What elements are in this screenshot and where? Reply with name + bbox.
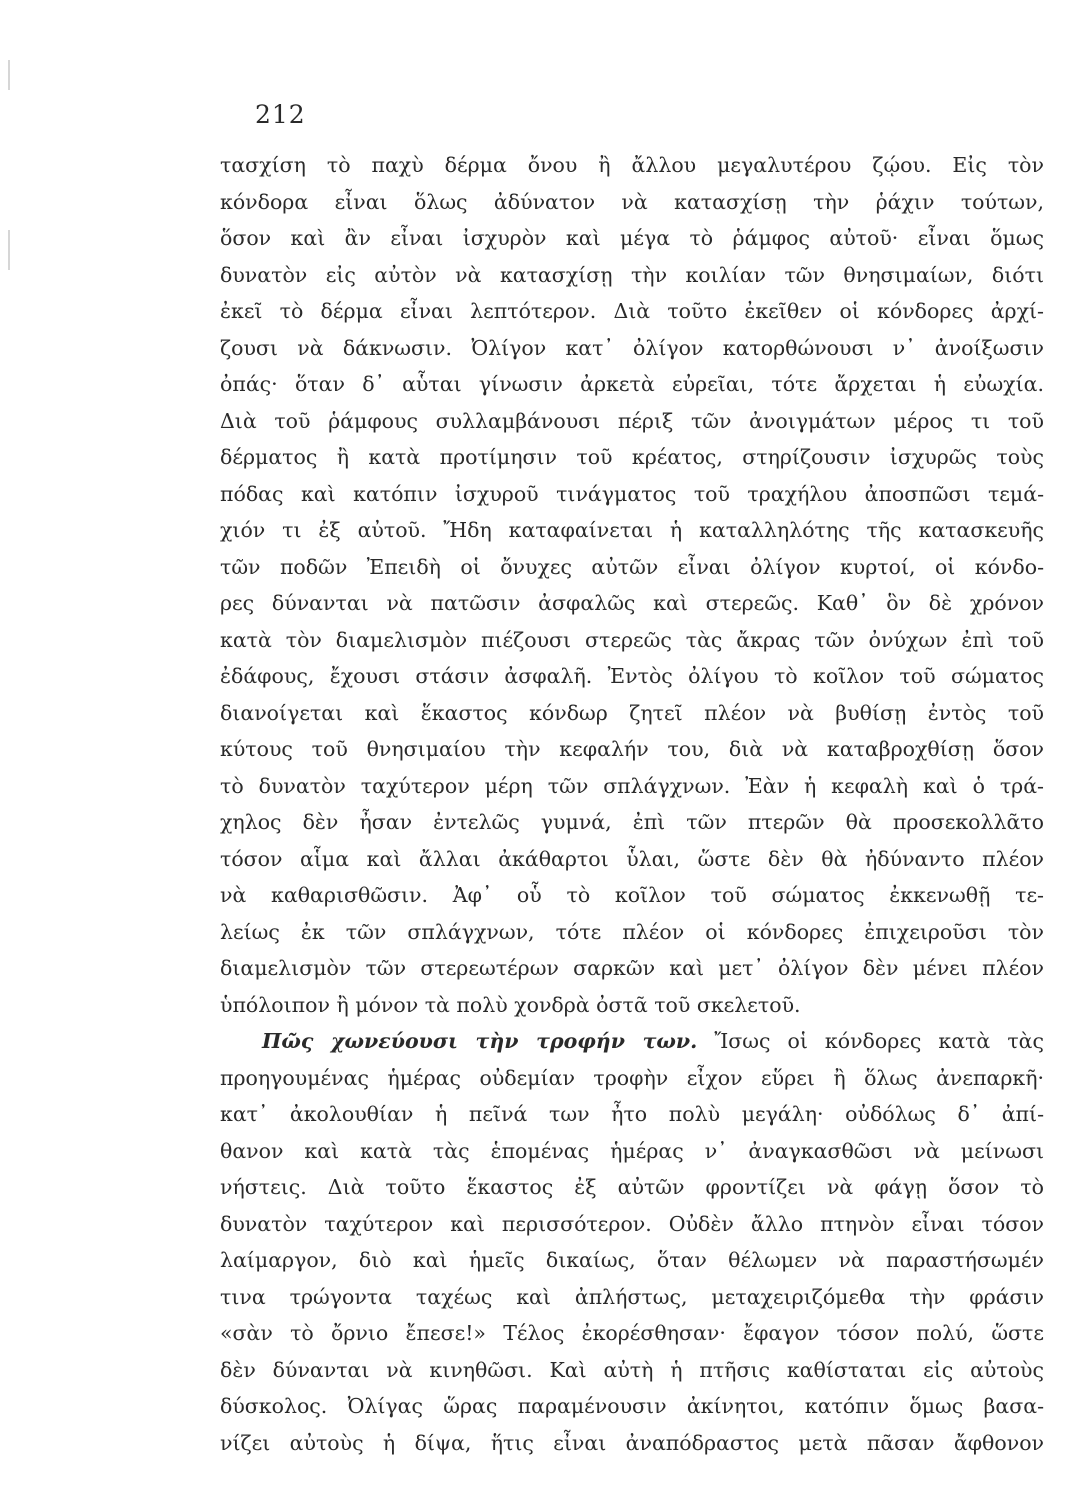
text-line: τινα τρώγοντα ταχέως καὶ ἀπλήστως, μεταχειριζόμεθα τὴν φράσιν	[220, 1284, 1044, 1309]
text-line: κατ᾽ ἀκολουθίαν ἡ πεῖνά των ἦτο πολὺ μεγάλη· οὐδόλως δ᾽ ἀπί-	[220, 1102, 1044, 1126]
text-line: διαμελισμὸν τῶν στερεωτέρων σαρκῶν καὶ μετ᾽ ὀλίγον δὲν μένει πλέον	[220, 956, 1044, 980]
text-line: τὸ δυνατὸν ταχύτερον μέρη τῶν σπλάγχνων. Ἐὰν ἡ κεφαλὴ καὶ ὁ τρά-	[220, 773, 1044, 798]
text-line: χηλος δὲν ἦσαν ἐντελῶς γυμνά, ἐπὶ τῶν πτερῶν θὰ προσεκολλᾶτο	[220, 810, 1044, 834]
text-line: χιόν τι ἐξ αὐτοῦ. Ἤδη καταφαίνεται ἡ καταλληλότης τῆς κατασκευῆς	[220, 518, 1044, 542]
text-body	[220, 147, 1044, 1461]
text-line: νὰ καθαρισθῶσιν. Ἀφ᾽ οὗ τὸ κοῖλον τοῦ σώματος ἐκκενωθῇ τε-	[220, 883, 1044, 907]
text-line: λαίμαργον, διὸ καὶ ἡμεῖς δικαίως, ὅταν θέλωμεν νὰ παραστήσωμέν	[220, 1248, 1044, 1272]
heading-line-text: Ἴσως οἱ κόνδορες κατὰ τὰς	[714, 1029, 1044, 1053]
text-line: τασχίση τὸ παχὺ δέρμα ὄνου ἢ ἄλλου μεγαλυτέρου ζῴου. Εἰς τὸν	[220, 153, 1044, 177]
text-line: κατὰ τὸν διαμελισμὸν πιέζουσι στερεῶς τὰς ἄκρας τῶν ὀνύχων ἐπὶ τοῦ	[220, 627, 1044, 652]
text-line: διανοίγεται καὶ ἕκαστος κόνδωρ ζητεῖ πλέον νὰ βυθίσῃ ἐντὸς τοῦ	[220, 700, 1044, 725]
text-line: ὑπόλοιπον ἢ μόνον τὰ πολὺ χονδρὰ ὀστᾶ τοῦ σκελετοῦ.	[220, 992, 801, 1017]
text-line: ἐδάφους, ἔχουσι στάσιν ἀσφαλῆ. Ἐντὸς ὀλίγου τὸ κοῖλον τοῦ σώματος	[220, 664, 1044, 688]
text-line: Διὰ τοῦ ῥάμφους συλλαμβάνουσι πέριξ τῶν ἀνοιγμάτων μέρος τι τοῦ	[220, 408, 1044, 433]
text-line: ρες δύνανται νὰ πατῶσιν ἀσφαλῶς καὶ στερεῶς. Καθ᾽ ὃν δὲ χρόνον	[220, 591, 1044, 615]
text-line: ἐκεῖ τὸ δέρμα εἶναι λεπτότερον. Διὰ τοῦτο ἐκεῖθεν οἱ κόνδορες ἀρχί-	[220, 299, 1044, 323]
paragraph	[220, 147, 1044, 1023]
text-line: δυνατὸν εἰς αὐτὸν νὰ κατασχίσῃ τὴν κοιλίαν τῶν θνησιμαίων, διότι	[220, 262, 1044, 287]
text-line: δὲν δύνανται νὰ κινηθῶσι. Καὶ αὐτὴ ἡ πτῆσις καθίσταται εἰς αὐτοὺς	[220, 1357, 1044, 1382]
text-line	[220, 1023, 1044, 1060]
text-line: πόδας καὶ κατόπιν ἰσχυροῦ τινάγματος τοῦ τραχήλου ἀποσπῶσι τεμά-	[220, 481, 1044, 506]
text-line: ζουσι νὰ δάκνωσιν. Ὀλίγον κατ᾽ ὀλίγον κατορθώνουσι ν᾽ ἀνοίξωσιν	[220, 335, 1044, 360]
page-number: 212	[255, 100, 306, 129]
text-line: δέρματος ἢ κατὰ προτίμησιν τοῦ κρέατος, στηρίζουσιν ἰσχυρῶς τοὺς	[220, 445, 1044, 469]
text-line: δύσκολος. Ὀλίγας ὥρας παραμένουσιν ἀκίνητοι, κατόπιν ὅμως βασα-	[220, 1394, 1044, 1418]
scan-edge-mark	[8, 60, 10, 90]
paragraph	[220, 1023, 1044, 1461]
text-line: λείως ἐκ τῶν σπλάγχνων, τότε πλέον οἱ κόνδορες ἐπιχειροῦσι τὸν	[220, 919, 1044, 944]
text-line: τόσον αἷμα καὶ ἄλλαι ἀκάθαρτοι ὗλαι, ὥστε δὲν θὰ ἠδύναντο πλέον	[220, 846, 1044, 871]
text-line: νήστεις. Διὰ τοῦτο ἕκαστος ἐξ αὐτῶν φροντίζει νὰ φάγῃ ὅσον τὸ	[220, 1175, 1044, 1199]
text-line: νίζει αὐτοὺς ἡ δίψα, ἥτις εἶναι ἀναπόδραστος μετὰ πᾶσαν ἄφθονον	[220, 1430, 1044, 1455]
text-line: κύτους τοῦ θνησιμαίου τὴν κεφαλήν του, διὰ νὰ καταβροχθίσῃ ὅσον	[220, 737, 1044, 761]
text-line: προηγουμένας ἡμέρας οὐδεμίαν τροφὴν εἶχον εὕρει ἢ ὅλως ἀνεπαρκῆ·	[220, 1065, 1044, 1090]
scan-edge-mark	[8, 230, 10, 270]
text-line: θανον καὶ κατὰ τὰς ἑπομένας ἡμέρας ν᾽ ἀναγκασθῶσι νὰ μείνωσι	[220, 1138, 1044, 1163]
text-line: ὀπάς· ὅταν δ᾽ αὗται γίνωσιν ἀρκετὰ εὐρεῖαι, τότε ἄρχεται ἡ εὐωχία.	[220, 372, 1044, 396]
text-line: τῶν ποδῶν Ἐπειδὴ οἱ ὄνυχες αὐτῶν εἶναι ὀλίγον κυρτοί, οἱ κόνδο-	[220, 554, 1044, 579]
text-line: κόνδορα εἶναι ὅλως ἀδύνατον νὰ κατασχίσῃ τὴν ῥάχιν τούτων,	[220, 189, 1044, 214]
section-heading: Πῶς χωνεύουσι τὴν τροφήν των.	[262, 1029, 698, 1053]
text-line: δυνατὸν ταχύτερον καὶ περισσότερον. Οὐδὲν ἄλλο πτηνὸν εἶναι τόσον	[220, 1211, 1044, 1236]
text-line: «σὰν τὸ ὄρνιο ἔπεσε!» Τέλος ἐκορέσθησαν· ἔφαγον τόσον πολύ, ὥστε	[220, 1321, 1044, 1345]
text-line: ὅσον καὶ ἂν εἶναι ἰσχυρὸν καὶ μέγα τὸ ῥάμφος αὐτοῦ· εἶναι ὅμως	[220, 226, 1044, 250]
